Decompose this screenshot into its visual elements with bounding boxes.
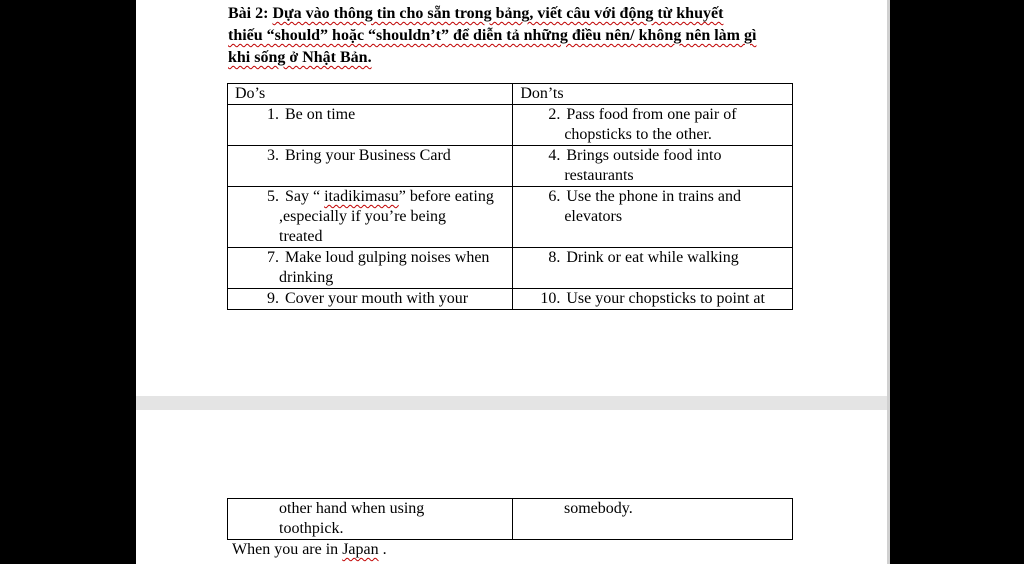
- table-row: [228, 499, 793, 540]
- heading-prefix: Bài 2:: [228, 5, 273, 22]
- dos-donts-table: [227, 83, 793, 310]
- item-number: 4.: [548, 147, 561, 164]
- heading-line-3: khi sống ở Nhật Bản.: [228, 49, 372, 66]
- footer-punct: .: [378, 541, 387, 558]
- item-text-cont: drinking: [279, 269, 334, 286]
- heading-line-1: Dựa vào thông tin cho sẵn trong bảng, viết câu với động từ khuyết: [272, 5, 724, 22]
- item-number: 6.: [548, 188, 561, 205]
- item-text: Be on time: [285, 106, 356, 123]
- do-cell: [228, 187, 513, 248]
- item-text-cont: chopsticks to the other.: [564, 126, 712, 143]
- do-cell: [228, 146, 513, 187]
- dont-cell: [513, 146, 793, 187]
- item-text: Brings outside food into: [566, 147, 722, 164]
- dont-cell: [512, 499, 792, 540]
- item-number: 8.: [548, 249, 561, 266]
- item-text-cont: restaurants: [564, 167, 634, 184]
- page-gap: [136, 396, 887, 410]
- do-cell: [228, 289, 513, 310]
- header-donts: Don’ts: [513, 84, 793, 105]
- item-text: Say “ itadikimasu” before eating: [285, 188, 494, 205]
- item-text: Cover your mouth with your: [285, 290, 469, 307]
- table-header-row: [228, 84, 793, 105]
- dont-cell: [513, 248, 793, 289]
- item-number: 2.: [548, 106, 561, 123]
- item-text: Pass food from one pair of: [566, 106, 737, 123]
- dont-cell: [513, 187, 793, 248]
- item-text: Use your chopsticks to point at: [566, 290, 765, 307]
- item-text: Make loud gulping noises when: [285, 249, 490, 266]
- item-number: 7.: [267, 249, 279, 266]
- do-cell: [228, 248, 513, 289]
- table-row: [228, 105, 793, 146]
- table-row: [228, 248, 793, 289]
- item-text-cont: elevators: [564, 208, 623, 225]
- dont-cell: [513, 105, 793, 146]
- heading-line-2: thiếu “should” hoặc “shouldn’t” để diễn tả những điều nên/ không nên làm gì: [228, 27, 757, 44]
- table-row: [228, 187, 793, 248]
- do-cell: [228, 105, 513, 146]
- item-number: 3.: [267, 147, 279, 164]
- dos-donts-table-continued: [227, 498, 793, 540]
- footer-word-japan: Japan: [342, 541, 379, 558]
- header-dos: Do’s: [228, 84, 513, 105]
- item-text: Drink or eat while walking: [566, 249, 739, 266]
- item-text-cont: somebody.: [563, 500, 633, 517]
- item-number: 1.: [267, 106, 279, 123]
- table-row: [228, 289, 793, 310]
- spellcheck-word: itadikimasu: [324, 188, 399, 205]
- item-text: Bring your Business Card: [285, 147, 451, 164]
- item-number: 10.: [540, 290, 561, 307]
- item-text-cont: ,especially if you’re being: [279, 208, 447, 225]
- exercise-heading: [228, 3, 808, 69]
- item-number: 5.: [267, 188, 279, 205]
- do-cell: [228, 499, 513, 540]
- footer-text: When you are in: [232, 541, 343, 558]
- item-text-cont: toothpick.: [279, 520, 344, 537]
- item-text-cont: other hand when using: [279, 500, 425, 517]
- footer-sentence: [232, 540, 387, 560]
- table-row: [228, 146, 793, 187]
- dont-cell: [513, 289, 793, 310]
- item-text-cont: treated: [279, 228, 323, 245]
- item-number: 9.: [267, 290, 279, 307]
- item-text: Use the phone in trains and: [566, 188, 741, 205]
- page-edge: [887, 0, 890, 564]
